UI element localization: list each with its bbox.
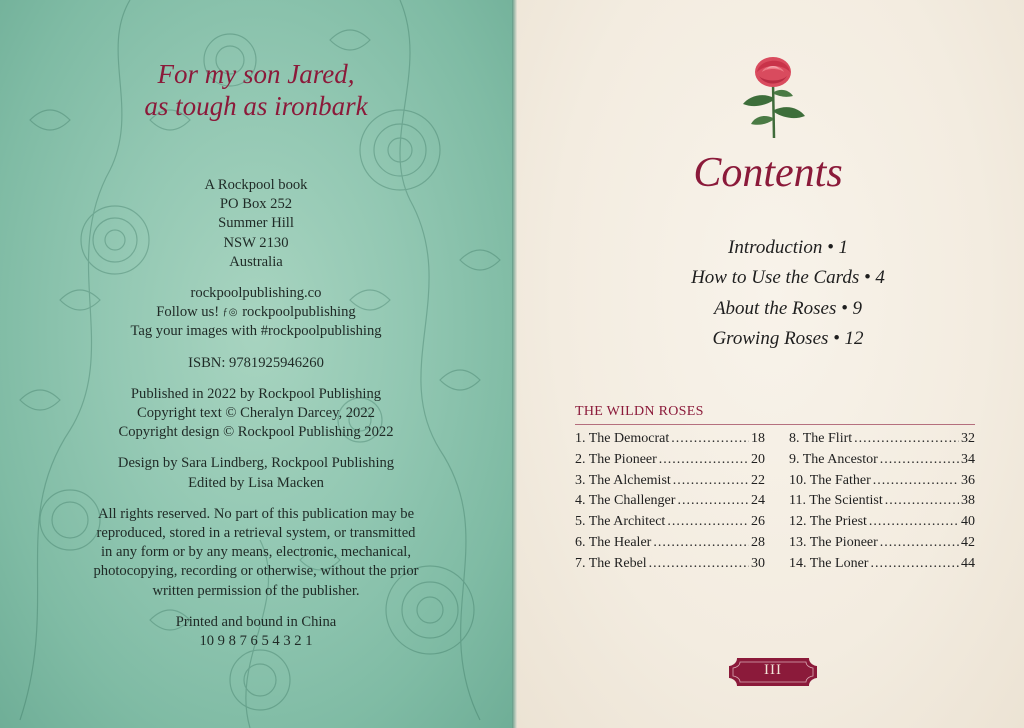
card-page: 34 — [961, 451, 975, 467]
card-title: 6. The Healer — [575, 534, 652, 550]
address-line: NSW 2130 — [223, 234, 289, 251]
card-list-item[interactable] — [789, 473, 975, 494]
toc-entry-growing-roses[interactable] — [512, 324, 1024, 354]
page-number: III — [764, 662, 782, 678]
toc-entry-label: Growing Roses • — [712, 328, 845, 350]
rights-line: written permission of the publisher. — [152, 582, 360, 599]
website-text: rockpoolpublishing.co — [190, 285, 322, 302]
printing-block — [0, 613, 512, 651]
dot-leader — [659, 452, 749, 468]
credit-line: Design by Sara Lindberg, Rockpool Publishing — [117, 455, 395, 472]
card-title: 5. The Architect — [575, 514, 666, 530]
address-line: A Rockpool book — [204, 177, 308, 193]
card-title: 11. The Scientist — [789, 493, 883, 509]
card-list-item[interactable] — [575, 535, 765, 556]
card-list-item[interactable] — [575, 473, 765, 494]
card-list-item[interactable] — [575, 493, 765, 514]
toc-entry-how-to-use[interactable] — [512, 263, 1024, 293]
copyright-line: Copyright text © Cheralyn Darcey, 2022 — [137, 405, 375, 422]
card-title: 9. The Ancestor — [789, 451, 878, 467]
card-page: 42 — [961, 534, 975, 550]
print-run-line: 10 9 8 7 6 5 4 3 2 1 — [199, 633, 313, 650]
dot-leader — [880, 535, 959, 551]
card-title: 4. The Challenger — [575, 493, 676, 509]
rights-line: in any form or by any means, electronic, mechanical, — [101, 544, 411, 561]
cards-list-column-1 — [575, 431, 765, 577]
card-page: 18 — [751, 431, 765, 446]
card-page: 28 — [751, 534, 765, 550]
card-title: 13. The Pioneer — [789, 534, 878, 550]
dot-leader — [673, 473, 749, 489]
card-title: 8. The Flirt — [789, 431, 853, 446]
toc-entry-page: 12 — [844, 328, 864, 350]
dot-leader — [854, 431, 959, 447]
toc-entry-page: 9 — [852, 297, 863, 319]
card-list-item[interactable] — [789, 493, 975, 514]
online-info — [0, 284, 512, 342]
imprint-block — [0, 176, 512, 663]
rights-line: reproduced, stored in a retrieval system, or transmitted — [96, 525, 416, 542]
follow-prefix: Follow us! — [156, 304, 220, 321]
dedication — [0, 58, 512, 122]
tag-line: Tag your images with #rockpoolpublishing — [130, 323, 382, 340]
card-title: 1. The Democrat — [575, 431, 670, 446]
dedication-line: For my son Jared, — [157, 59, 355, 89]
card-page: 36 — [961, 472, 975, 488]
card-title: 7. The Rebel — [575, 555, 647, 571]
credits-block — [0, 454, 512, 492]
main-contents-list — [512, 233, 1024, 355]
card-title: 12. The Priest — [789, 514, 867, 530]
card-list-item[interactable] — [575, 431, 765, 452]
card-list-item[interactable] — [575, 514, 765, 535]
copyright-block — [0, 385, 512, 443]
credit-line: Edited by Lisa Macken — [188, 474, 324, 491]
dot-leader — [653, 535, 749, 551]
card-title: 14. The Loner — [789, 555, 869, 571]
card-page: 22 — [751, 472, 765, 488]
dot-leader — [873, 473, 959, 489]
dot-leader — [870, 556, 959, 572]
toc-entry-label: Introduction • — [728, 237, 839, 258]
card-title: 10. The Father — [789, 472, 871, 488]
card-page: 40 — [961, 514, 975, 530]
dot-leader — [671, 431, 749, 447]
dot-leader — [869, 514, 959, 530]
card-page: 26 — [751, 514, 765, 530]
card-list-item[interactable] — [789, 452, 975, 473]
dot-leader — [667, 514, 749, 530]
dot-leader — [880, 452, 959, 468]
dedication-line: as tough as ironbark — [144, 91, 368, 121]
follow-line — [0, 303, 512, 322]
follow-handle: rockpoolpublishing — [242, 304, 356, 321]
rights-block — [0, 505, 512, 601]
copyright-line: Published in 2022 by Rockpool Publishing — [130, 385, 382, 402]
card-title: 2. The Pioneer — [575, 451, 657, 467]
isbn-text: ISBN: 9781925946260 — [188, 354, 324, 371]
toc-entry-page: 1 — [838, 237, 848, 258]
card-list-item[interactable] — [575, 556, 765, 577]
card-page: 30 — [751, 555, 765, 571]
rose-icon — [737, 52, 809, 140]
dot-leader — [677, 493, 749, 509]
toc-entry-introduction[interactable] — [512, 233, 1024, 263]
card-list-item[interactable] — [789, 556, 975, 577]
address-line: Summer Hill — [218, 215, 294, 232]
section-divider — [575, 424, 975, 425]
card-page: 44 — [961, 555, 975, 571]
card-page: 38 — [961, 493, 975, 509]
printed-line: Printed and bound in China — [175, 613, 337, 630]
toc-entry-label: About the Roses • — [713, 297, 853, 319]
isbn-block — [0, 354, 512, 373]
social-icon: ƒ◎ — [222, 307, 239, 319]
card-page: 24 — [751, 493, 765, 509]
publisher-address — [0, 176, 512, 272]
address-line: Australia — [229, 253, 283, 270]
card-title: 3. The Alchemist — [575, 472, 671, 488]
rights-line: photocopying, recording or otherwise, without the prior — [93, 563, 419, 580]
card-list-item[interactable] — [789, 431, 975, 452]
toc-entry-page: 4 — [875, 267, 885, 289]
dot-leader — [649, 556, 749, 572]
toc-entry-label: How to Use the Cards • — [691, 267, 876, 289]
address-line: PO Box 252 — [219, 196, 293, 213]
section-heading: THE WILDN ROSES — [575, 404, 704, 419]
card-list-item[interactable] — [789, 535, 975, 556]
card-list-item[interactable] — [789, 514, 975, 535]
cards-list-column-2 — [789, 431, 975, 577]
card-page: 20 — [751, 451, 765, 467]
copyright-line: Copyright design © Rockpool Publishing 2022 — [118, 424, 394, 441]
dot-leader — [885, 493, 959, 509]
toc-entry-about-roses[interactable] — [512, 294, 1024, 324]
card-list-item[interactable] — [575, 452, 765, 473]
card-page: 32 — [961, 431, 975, 446]
contents-title: Contents — [693, 150, 843, 196]
rights-line: All rights reserved. No part of this publication may be — [97, 505, 415, 522]
page-number-badge — [727, 654, 819, 690]
